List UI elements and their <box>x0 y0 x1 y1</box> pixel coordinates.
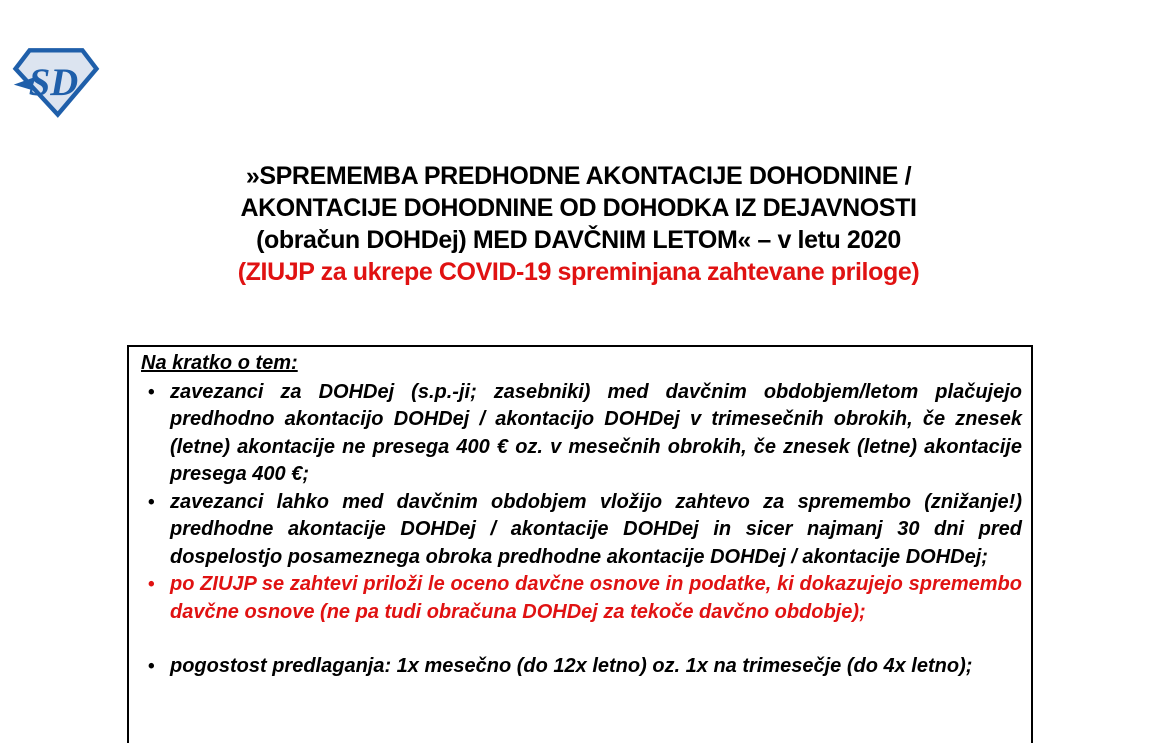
summary-box <box>127 345 1033 743</box>
title-line-1: »SPREMEMBA PREDHODNE AKONTACIJE DOHODNINE / <box>245 162 912 190</box>
bullet-text: pogostost predlaganja: 1x mesečno (do 12x letno) oz. 1x na trimesečje (do 4x letno); <box>170 655 973 677</box>
svg-text:SD: SD <box>28 61 79 105</box>
title-line-3: (obračun DOHDej) MED DAVČNIM LETOM« – v letu 2020 <box>256 226 901 254</box>
summary-bullet-4 <box>141 653 1022 681</box>
bullet-icon: • <box>148 574 155 595</box>
summary-bullet-1 <box>141 379 1022 489</box>
bullet-text: po ZIUJP se zahtevi priloži le oceno davčne osnove in podatke, ki dokazujejo spremembo davčne osnove (ne pa tudi obračuna DOHDej za tekoče davčno obdobje); <box>170 573 1022 623</box>
bullet-icon: • <box>148 381 155 403</box>
document-title <box>0 160 1157 288</box>
bullet-text: zavezanci za DOHDej (s.p.-ji; zasebniki) med davčnim obdobjem/letom plačujejo predhodno akontacijo DOHDej / akontacijo DOHDej v trimesečnih obrokih, če znesek (letne) akontacije ne presega 400 € oz. v mesečnih obrokih, če znesek (letne) akontacije presega 400 €; <box>170 380 1022 485</box>
summary-heading: Na kratko o tem: <box>141 352 298 374</box>
bullet-icon: • <box>148 491 155 513</box>
sd-shield-logo-icon <box>12 45 100 119</box>
summary-bullet-3-ziujp <box>141 571 1022 626</box>
title-line-2: AKONTACIJE DOHODNINE OD DOHODKA IZ DEJAVNOSTI <box>240 194 917 222</box>
bullet-icon: • <box>148 656 155 677</box>
bullet-text: zavezanci lahko med davčnim obdobjem vložijo zahtevo za spremembo (znižanje!) predhodne akontacije DOHDej / akontacije DOHDej in sicer najmanj 30 dni pred dospelostjo posameznega obroka predhodne akontacije DOHDej / akontacije DOHDej; <box>170 490 1022 568</box>
summary-bullet-2 <box>141 489 1022 572</box>
title-covid-note: (ZIUJP za ukrepe COVID-19 spreminjana zahtevane priloge) <box>237 258 920 286</box>
